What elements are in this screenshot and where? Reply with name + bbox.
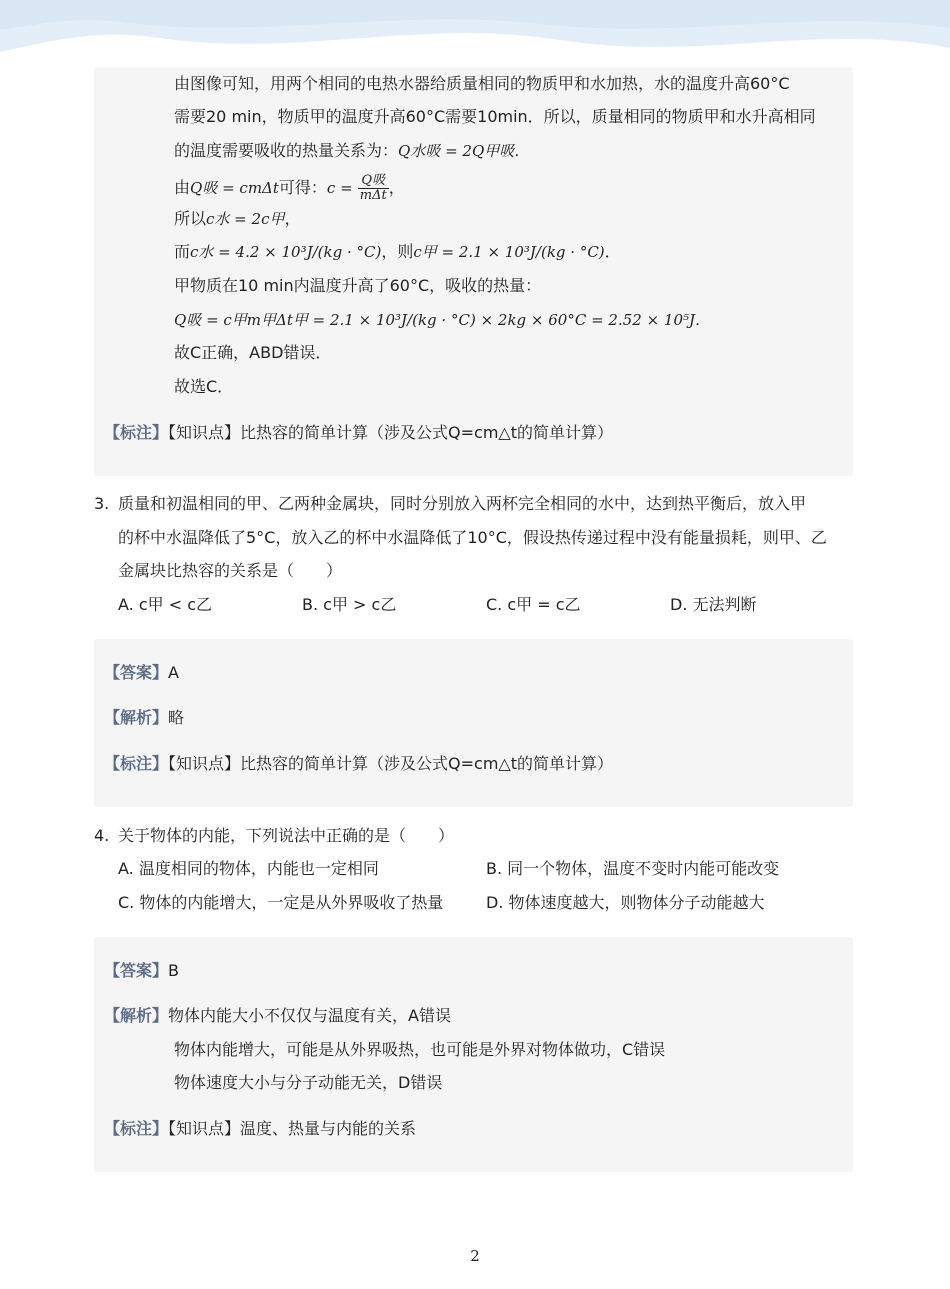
- page-number: 2: [470, 1247, 480, 1265]
- analysis-line: 物体内能增大，可能是从外界吸热，也可能是外界对物体做功，C错误: [174, 1040, 666, 1059]
- solution-text: 所以: [174, 209, 207, 228]
- option-a[interactable]: A. 温度相同的物体，内能也一定相同: [118, 859, 379, 878]
- question-number: 4.: [94, 826, 110, 845]
- question-number: 3.: [94, 494, 110, 513]
- option-d[interactable]: D. 无法判断: [670, 595, 757, 614]
- option-b[interactable]: B. c甲 > c乙: [302, 595, 397, 614]
- analysis-text: 物体内能大小不仅仅与温度有关，A错误: [168, 1006, 451, 1025]
- answer-box-q4: [94, 937, 853, 1172]
- option-b[interactable]: B. 同一个物体，温度不变时内能可能改变: [486, 859, 780, 878]
- knowledge-tag-row: [104, 1119, 416, 1139]
- knowledge-tag-row: [104, 754, 613, 774]
- solution-text: ．: [604, 242, 621, 261]
- solution-line: [174, 173, 405, 203]
- analysis-text: 略: [168, 708, 185, 727]
- formula: c甲 = 2.1 × 10³J/(kg · °C): [413, 243, 605, 261]
- option-c[interactable]: C. 物体的内能增大，一定是从外界吸收了热量: [118, 893, 444, 912]
- answer-value: A: [168, 663, 179, 682]
- analysis-label: 【解析】: [104, 708, 169, 727]
- solution-line: 甲物质在10 min内温度升高了60°C，吸收的热量：: [174, 276, 542, 295]
- tag-text: 【知识点】温度、热量与内能的关系: [168, 1119, 417, 1138]
- solution-line: 故C正确，ABD错误．: [174, 343, 332, 362]
- formula-line: Q吸 = c甲m甲Δt甲 = 2.1 × 10³J/(kg · °C) × 2kg × 60°C = 2.52 × 10⁵J．: [174, 311, 711, 329]
- solution-text: 可得：: [278, 178, 327, 197]
- answer-row: [104, 961, 179, 981]
- question-stem-line: 金属块比热容的关系是（ ）: [118, 561, 343, 580]
- solution-text: 的温度需要吸收的热量关系为：: [174, 141, 399, 160]
- formula: c水 = 4.2 × 10³J/(kg · °C): [190, 243, 382, 261]
- formula: c水 = 2c甲: [206, 210, 285, 228]
- answer-label: 【答案】: [104, 663, 169, 682]
- analysis-label: 【解析】: [104, 1006, 169, 1025]
- solution-text: ，: [284, 209, 301, 228]
- solution-line: [174, 209, 300, 229]
- solution-line: 故选C．: [174, 377, 234, 396]
- solution-line: [174, 141, 529, 161]
- answer-label: 【答案】: [104, 961, 169, 980]
- formula: c =: [326, 179, 353, 197]
- formula: Q水吸 = 2Q甲吸．: [398, 142, 530, 160]
- answer-box-q3: [94, 639, 853, 807]
- solution-line: 需要20 min，物质甲的温度升高60°C需要10min．所以，质量相同的物质甲和水升高相同: [174, 107, 816, 126]
- tag-label: 【标注】: [104, 754, 169, 773]
- analysis-row: [104, 1006, 451, 1026]
- tag-label: 【标注】: [104, 423, 169, 442]
- solution-line: [174, 242, 621, 262]
- solution-text: 由: [174, 178, 191, 197]
- header-wave-decoration: [0, 0, 950, 70]
- solution-text: ，则: [381, 242, 414, 261]
- knowledge-tag-row: [104, 423, 613, 443]
- solution-text: 而: [174, 242, 191, 261]
- fraction-numerator: Q吸: [358, 174, 389, 189]
- answer-row: [104, 663, 179, 683]
- solution-line: 由图像可知，用两个相同的电热水器给质量相同的物质甲和水加热，水的温度升高60°C: [174, 74, 790, 93]
- analysis-row: [104, 708, 184, 728]
- tag-text: 【知识点】比热容的简单计算（涉及公式Q=cm△t的简单计算）: [168, 754, 613, 773]
- question-stem-line: 质量和初温相同的甲、乙两种金属块，同时分别放入两杯完全相同的水中，达到热平衡后，放入甲: [118, 494, 807, 513]
- tag-text: 【知识点】比热容的简单计算（涉及公式Q=cm△t的简单计算）: [168, 423, 613, 442]
- option-a[interactable]: A. c甲 < c乙: [118, 595, 213, 614]
- option-d[interactable]: D. 物体速度越大，则物体分子动能越大: [486, 893, 765, 912]
- analysis-line: 物体速度大小与分子动能无关，D错误: [174, 1073, 443, 1092]
- question-stem-line: 的杯中水温降低了5°C，放入乙的杯中水温降低了10°C，假设热传递过程中没有能量损耗，则甲、乙: [118, 528, 827, 547]
- tag-label: 【标注】: [104, 1119, 169, 1138]
- fraction-denominator: mΔt: [359, 188, 387, 203]
- solution-text: ，: [388, 178, 405, 197]
- solution-box-q2: [94, 67, 853, 476]
- answer-value: B: [168, 961, 179, 980]
- formula: Q吸 = cmΔt: [190, 179, 279, 197]
- option-c[interactable]: C. c甲 = c乙: [486, 595, 581, 614]
- question-stem-line: 关于物体的内能，下列说法中正确的是（ ）: [118, 826, 455, 845]
- fraction: [358, 174, 389, 203]
